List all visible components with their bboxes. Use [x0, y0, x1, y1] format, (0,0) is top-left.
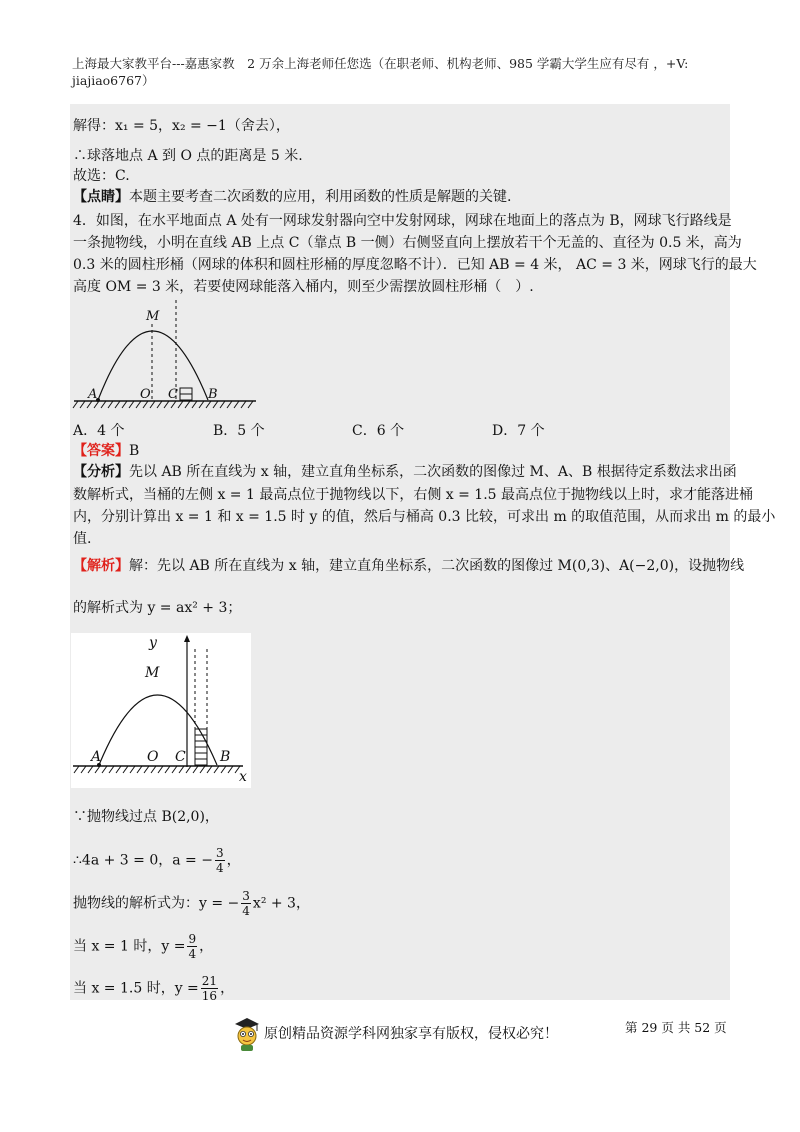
solution-4-a: ∴4a + 3 = 0，a = − [73, 852, 213, 869]
question-line-4: 高度 OM = 3 米，若要使网球能落入桶内，则至少需摆放圆柱形桶（ ）. [73, 279, 534, 295]
label-b-2: B [220, 749, 231, 765]
answer-tag: 【答案】 [73, 443, 129, 459]
solution-line-3: ∵抛物线过点 B(2,0)， [73, 809, 219, 825]
prev-solution-line-1: 解得：x₁ = 5，x₂ = −1（舍去）， [73, 118, 290, 134]
label-m-2: M [145, 665, 160, 681]
prev-solution-line-2: ∴球落地点 A 到 O 点的距离是 5 米. [73, 148, 303, 164]
solution-7-a: 当 x = 1.5 时，y = [73, 980, 199, 997]
frac-den: 4 [215, 861, 224, 875]
page-number: 第 29 页 共 52 页 [625, 1020, 727, 1035]
analysis-text-1: 先以 AB 所在直线为 x 轴，建立直角坐标系，二次函数的图像过 M、A、B 根据待定系数法求出函 [129, 464, 737, 480]
analysis-line-4: 值. [73, 531, 92, 547]
question-line-3: 0.3 米的圆柱形桶（网球的体积和圆柱形桶的厚度忽略不计）．已知 AB = 4 米， AC = 3 米，网球飞行的最大 [73, 257, 757, 273]
ground-hatch [73, 401, 253, 408]
label-b: B [208, 387, 218, 402]
frac-num: 21 [201, 974, 218, 988]
frac-num: 9 [188, 932, 197, 946]
label-o-2: O [147, 749, 159, 765]
solution-line-6 [73, 932, 213, 961]
header-line-2: jiajiao6767） [72, 73, 155, 88]
frac-num: 3 [215, 846, 224, 860]
analysis-line-2: 数解析式，当桶的左侧 x = 1 最高点位于抛物线以下，右侧 x = 1.5 最高点位于抛物线以上时，求才能落进桶 [73, 487, 754, 503]
solution-6-a: 当 x = 1 时，y = [73, 938, 186, 955]
label-c: C [168, 387, 178, 402]
option-c: C．6 个 [352, 423, 405, 439]
solution-5-a: 抛物线的解析式为：y = − [73, 895, 240, 912]
label-x: x [239, 769, 247, 785]
fraction-3-4-b [241, 889, 251, 918]
answer-line [73, 441, 139, 461]
frac-den: 4 [242, 904, 250, 918]
frac-den: 16 [201, 989, 218, 1003]
prev-solution-note [73, 187, 511, 207]
solution-figure [71, 633, 251, 788]
note-text: 本题主要考查二次函数的应用，利用函数的性质是解题的关键. [129, 189, 512, 205]
solution-text-1: 解：先以 AB 所在直线为 x 轴，建立直角坐标系，二次函数的图像过 M(0,3)、A(−2,0)，设抛物线 [129, 558, 745, 574]
frac-num: 3 [242, 889, 250, 903]
solution-line-7 [73, 974, 234, 1003]
solution-tag: 【解析】 [73, 558, 129, 574]
page-header [72, 55, 732, 89]
analysis-line-1 [73, 462, 737, 482]
option-d: D．7 个 [492, 423, 545, 439]
label-a-2: A [91, 749, 102, 765]
prev-solution-line-3: 故选：C. [73, 168, 130, 184]
analysis-line-3: 内，分别计算出 x = 1 和 x = 1.5 时 y 的值，然后与桶高 0.3 比较，可求出 m 的取值范围，从而求出 m 的最小 [73, 509, 776, 525]
solution-4-b: ， [226, 852, 241, 869]
analysis-tag: 【分析】 [73, 464, 129, 480]
question-line-2: 一条抛物线，小明在直线 AB 上点 C（靠点 B 一侧）右侧竖直向上摆放若干个无盖的、直径为 0.5 米，高为 [73, 235, 742, 251]
fraction-9-4 [187, 932, 197, 961]
label-c-2: C [175, 749, 186, 765]
solution-line-5 [73, 889, 310, 918]
fraction-21-16 [201, 974, 218, 1003]
question-line-1: 4．如图，在水平地面点 A 处有一网球发射器向空中发射网球，网球在地面上的落点为 B，网球飞行路线是 [73, 213, 732, 229]
option-a: A．4 个 [73, 423, 125, 439]
solution-line-4 [73, 846, 241, 875]
note-tag: 【点睛】 [73, 189, 129, 205]
ground-hatch-2 [74, 766, 240, 773]
solution-line-2: 的解析式为 y = ax² + 3； [73, 600, 242, 616]
label-a: A [88, 387, 98, 402]
solution-6-b: ， [199, 938, 214, 955]
mascot-icon [232, 1016, 262, 1052]
label-y: y [149, 635, 157, 651]
solution-7-b: ， [220, 980, 235, 997]
label-m: M [146, 309, 160, 324]
question-figure [70, 300, 260, 415]
frac-den: 4 [188, 947, 197, 961]
solution-line-1 [73, 556, 744, 576]
fraction-3-4 [215, 846, 225, 875]
header-line-1: 上海最大家教平台---嘉惠家教 2 万余上海老师任您选（在职老师、机构老师、985 学霸大学生应有尽有 ，+V: [72, 56, 689, 71]
label-o: O [140, 387, 151, 402]
solution-5-b: x² + 3， [252, 895, 310, 912]
option-b: B．5 个 [213, 423, 265, 439]
footer-slogan: 原创精品资源学科网独家享有版权，侵权必究！ [264, 1026, 558, 1042]
answer-value: B [129, 443, 140, 459]
